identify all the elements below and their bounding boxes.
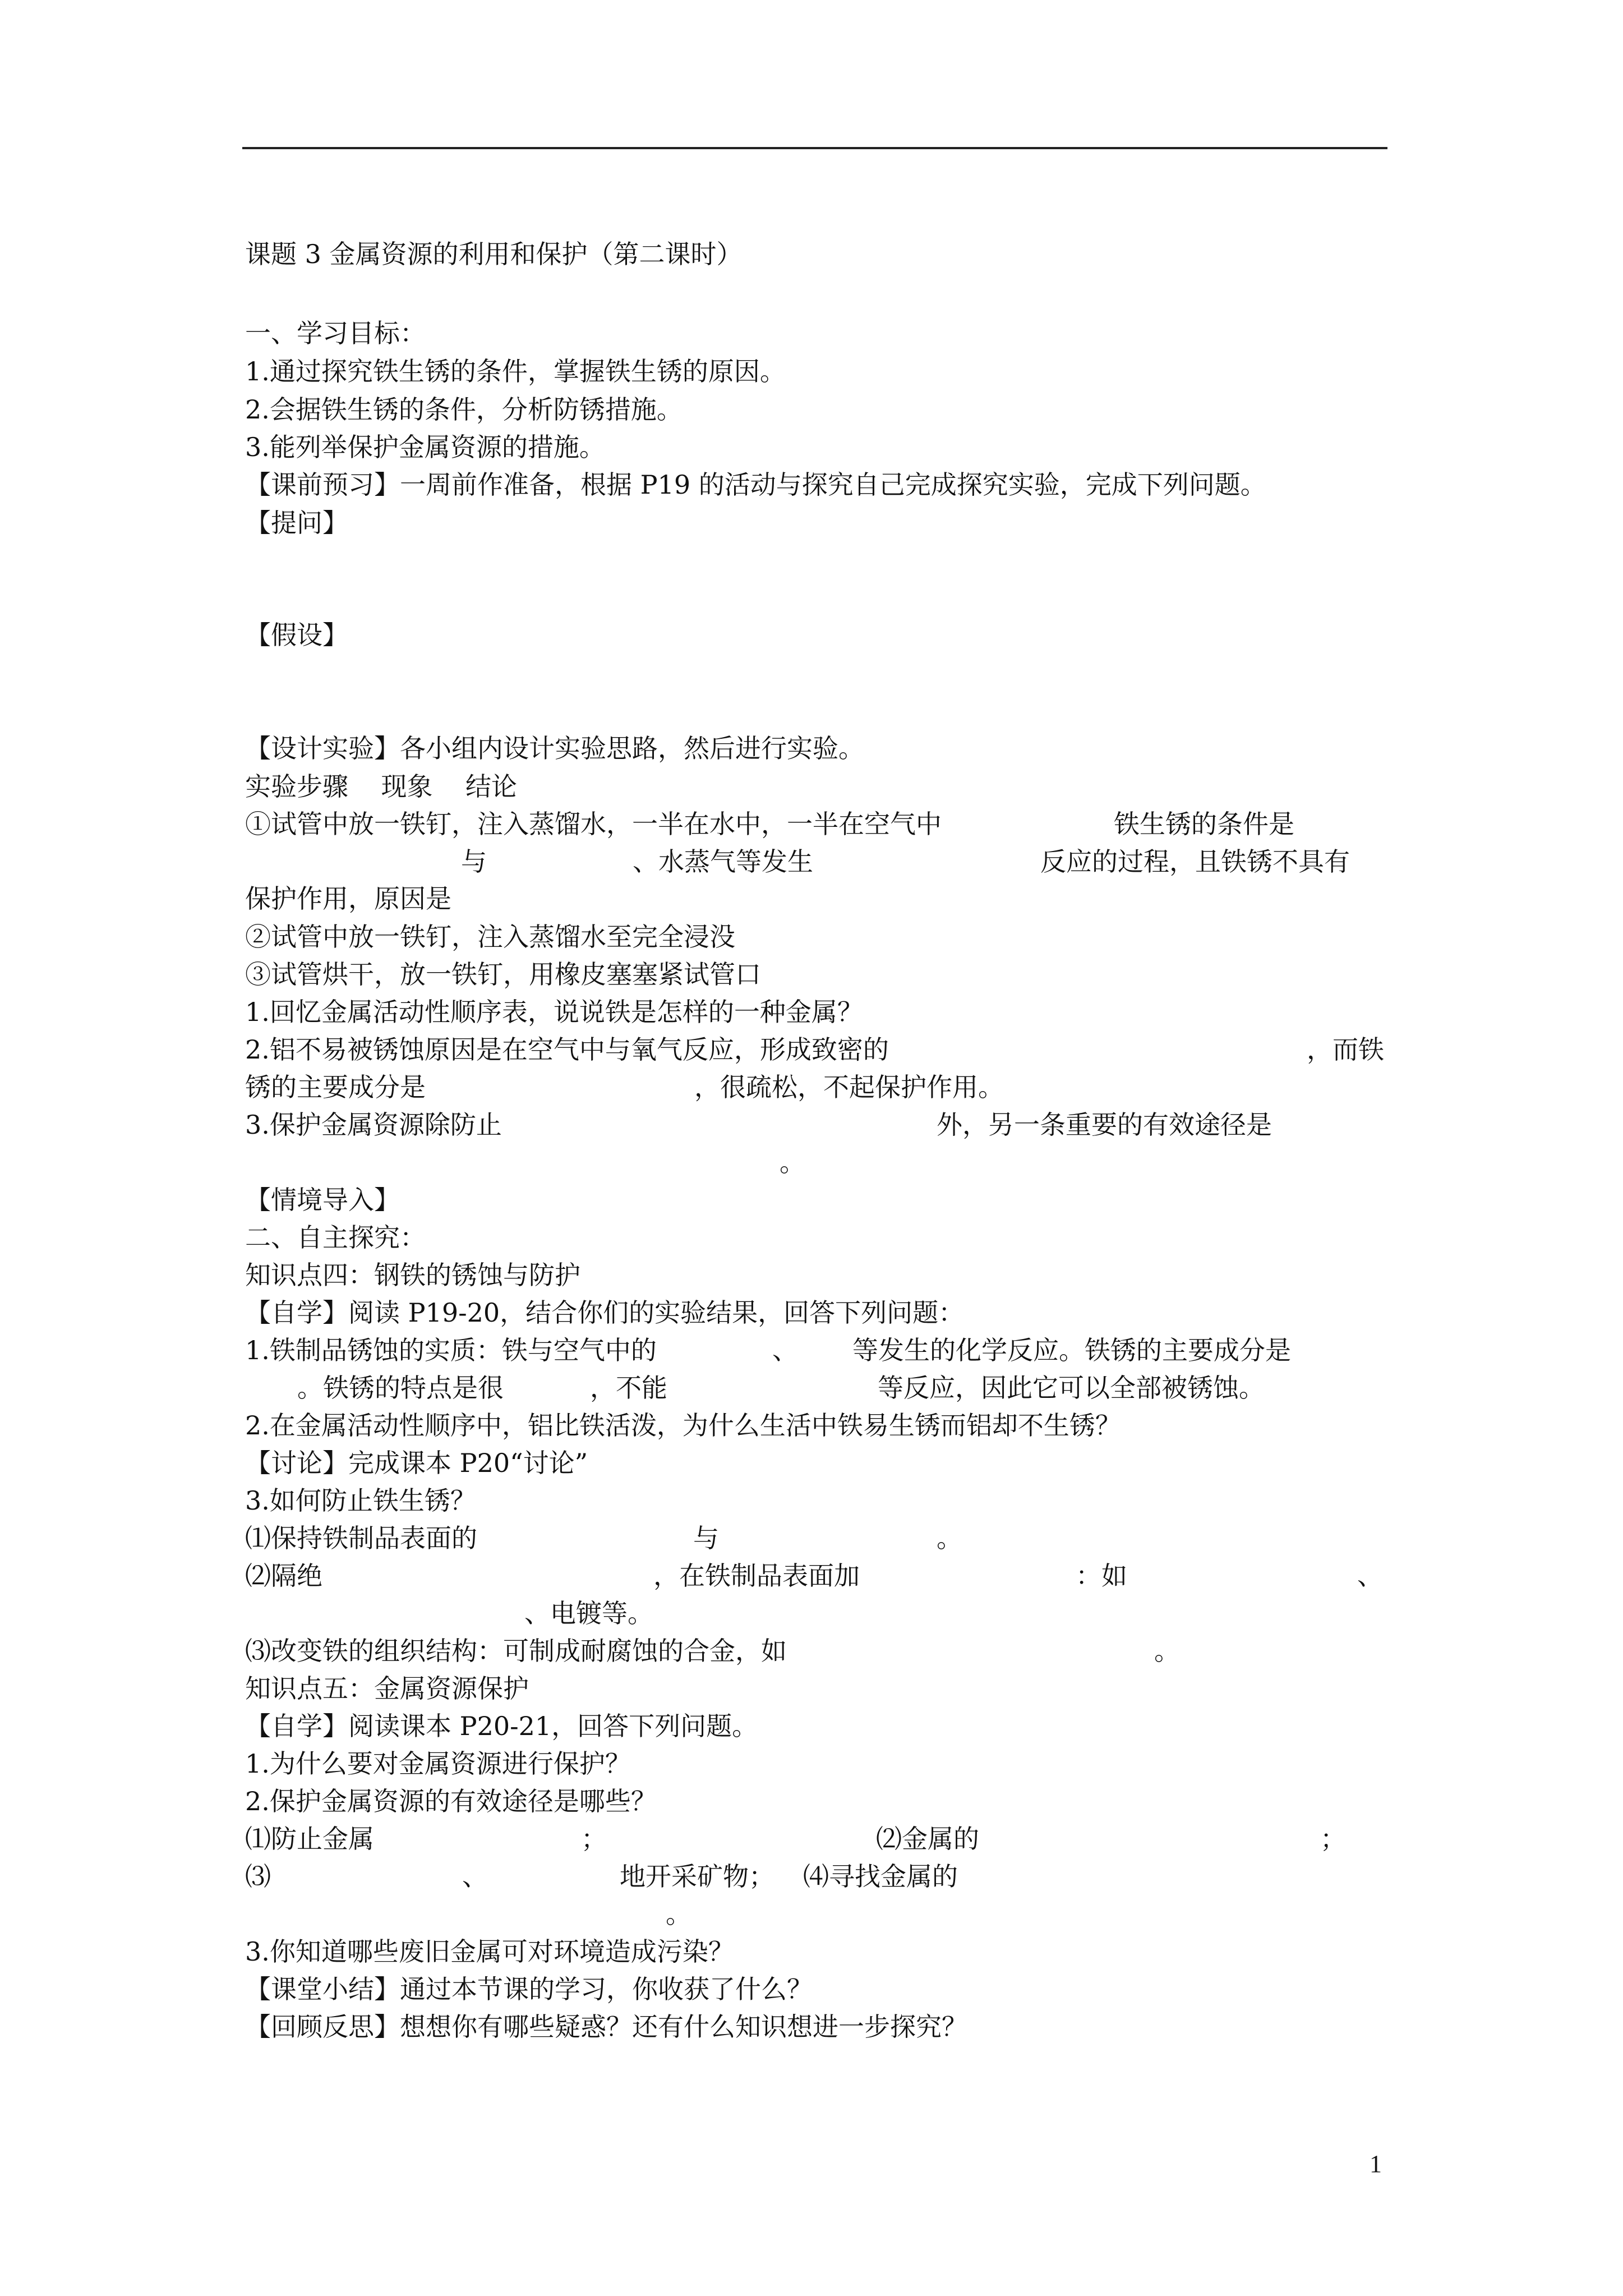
p3-b: 。	[1154, 1636, 1180, 1666]
s2: 2.在金属活动性顺序中，铝比铁活泼，为什么生活中铁易生锈而铝却不生锈？	[245, 1410, 1121, 1441]
self-study-1: 【自学】阅读 P19-20，结合你们的实验结果，回答下列问题：	[245, 1297, 965, 1328]
s1-c: 等发生的化学反应。铁锈的主要成分是	[852, 1335, 1291, 1365]
p2-d: 、	[1357, 1561, 1383, 1591]
r2-b: 、	[462, 1861, 488, 1892]
r2-d: ⑷寻找金属的	[803, 1861, 958, 1892]
preview-line: 【课前预习】一周前作准备，根据 P19 的活动与探究自己完成探究实验，完成下列问题。	[245, 470, 1266, 500]
s1-d: 。铁锈的特点是很	[297, 1373, 504, 1403]
preview-q3a: 3.保护金属资源除防止	[245, 1110, 502, 1140]
knowledge-point-4: 知识点四：钢铁的锈蚀与防护	[245, 1260, 580, 1290]
preview-q3b: 外，另一条重要的有效途径是	[937, 1110, 1272, 1140]
p2-a: ⑵隔绝	[245, 1561, 322, 1591]
goal-item-1: 1.通过探究铁生锈的条件，掌握铁生锈的原因。	[245, 356, 786, 386]
reflect-line: 【回顾反思】想想你有哪些疑惑？还有什么知识想进一步探究？	[245, 2012, 967, 2042]
preview-q2b: ，而铁	[1307, 1034, 1384, 1065]
p3-a: ⑶改变铁的组织结构：可制成耐腐蚀的合金，如	[245, 1636, 787, 1666]
r2-c: 地开采矿物；	[620, 1861, 774, 1892]
step-1: ①试管中放一铁钉，注入蒸馏水，一半在水中，一半在空气中	[245, 809, 942, 839]
r1-c: ⑵金属的	[876, 1824, 979, 1854]
conclusion-c: 保护作用，原因是	[245, 884, 451, 914]
step-2: ②试管中放一铁钉，注入蒸馏水至完全浸没	[245, 922, 735, 952]
goal-item-2: 2.会据铁生锈的条件，分析防锈措施。	[245, 394, 683, 425]
s1-e: ，不能	[590, 1373, 667, 1403]
table-header: 实验步骤 现象 结论	[245, 771, 517, 802]
s1-a: 1.铁制品锈蚀的实质：铁与空气中的	[245, 1335, 657, 1365]
p1-b: 与	[693, 1523, 719, 1553]
situation-label: 【情境导入】	[245, 1185, 400, 1215]
p1-a: ⑴保持铁制品表面的	[245, 1523, 477, 1553]
r1-d: ；	[1320, 1824, 1346, 1854]
question-label: 【提问】	[245, 508, 348, 538]
knowledge-point-5: 知识点五：金属资源保护	[245, 1673, 529, 1704]
s1-b: 、	[772, 1335, 798, 1365]
conclusion-b3: 反应的过程，且铁锈不具有	[1040, 846, 1350, 877]
preview-q3c: 。	[780, 1147, 805, 1177]
goal-item-3: 3.能列举保护金属资源的措施。	[245, 432, 605, 462]
s3: 3.如何防止铁生锈？	[245, 1485, 476, 1516]
step-3: ③试管烘干，放一铁钉，用橡皮塞塞紧试管口	[245, 959, 761, 990]
t3: 3.你知道哪些废旧金属可对环境造成污染？	[245, 1936, 734, 1967]
lesson-title: 课题 3 金属资源的利用和保护（第二课时）	[245, 239, 743, 269]
conclusion-b1: 与	[461, 846, 487, 877]
r2-a: ⑶	[245, 1861, 271, 1892]
p2-e: 、电镀等。	[524, 1598, 653, 1628]
r1-b: ；	[581, 1824, 607, 1854]
discuss-line: 【讨论】完成课本 P20“讨论”	[245, 1448, 588, 1478]
preview-q2a: 2.铝不易被锈蚀原因是在空气中与氧气反应，形成致密的	[245, 1034, 889, 1065]
p2-b: ，在铁制品表面加	[653, 1561, 860, 1591]
p1-c: 。	[937, 1523, 962, 1553]
t2: 2.保护金属资源的有效途径是哪些？	[245, 1786, 657, 1816]
r1-a: ⑴防止金属	[245, 1824, 374, 1854]
explore-heading: 二、自主探究：	[245, 1222, 426, 1253]
r3: 。	[666, 1899, 691, 1929]
conclusion-b2: 、水蒸气等发生	[633, 846, 813, 877]
hypothesis-label: 【假设】	[245, 620, 348, 650]
preview-q1: 1.回忆金属活动性顺序表，说说铁是怎样的一种金属？	[245, 997, 863, 1027]
s1-f: 等反应，因此它可以全部被锈蚀。	[878, 1373, 1265, 1403]
header-rule	[242, 147, 1387, 149]
goals-heading: 一、学习目标：	[245, 318, 426, 348]
summary-line: 【课堂小结】通过本节课的学习，你收获了什么？	[245, 1974, 813, 2004]
self-study-2: 【自学】阅读课本 P20-21，回答下列问题。	[245, 1711, 758, 1741]
conclusion-line-a: 铁生锈的条件是	[1114, 809, 1294, 839]
t1: 1.为什么要对金属资源进行保护？	[245, 1749, 631, 1779]
preview-q2d: ，很疏松，不起保护作用。	[694, 1072, 1004, 1102]
design-line: 【设计实验】各小组内设计实验思路，然后进行实验。	[245, 733, 864, 763]
preview-q2c: 锈的主要成分是	[245, 1072, 426, 1102]
page-number: 1	[1370, 2150, 1382, 2178]
p2-c: ：如	[1076, 1561, 1127, 1591]
